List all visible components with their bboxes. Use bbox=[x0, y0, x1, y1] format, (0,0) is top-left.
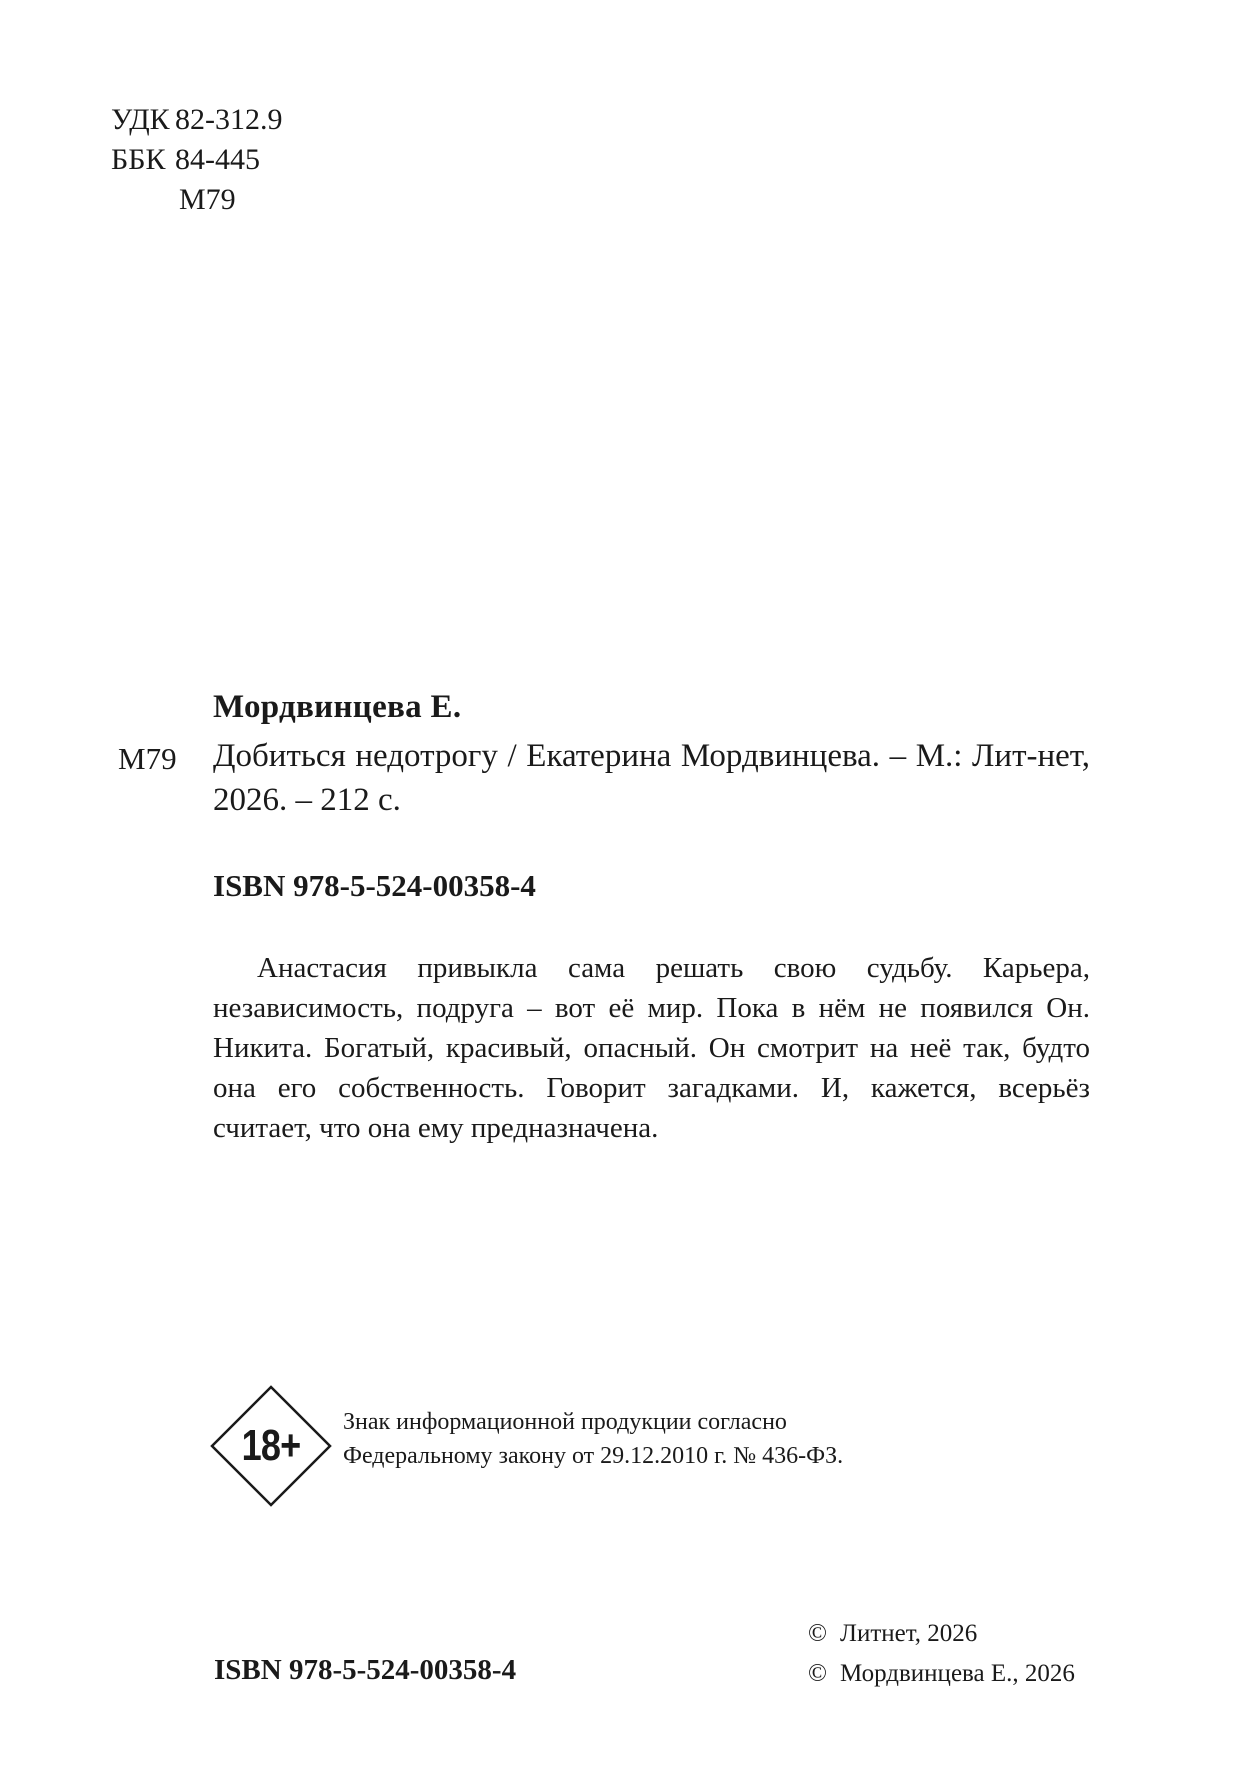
udk-value: 82-312.9 bbox=[175, 103, 283, 136]
isbn-footer: ISBN 978-5-524-00358-4 bbox=[214, 1654, 517, 1686]
bbk-value: 84-445 bbox=[175, 143, 260, 176]
copyright-author: Мордвинцева Е., 2026 bbox=[840, 1660, 1075, 1687]
cutter-code: М79 bbox=[179, 183, 236, 216]
bbk-label: ББК bbox=[111, 143, 166, 176]
copyright-row-publisher bbox=[808, 1614, 1075, 1654]
age-rating-block bbox=[210, 1385, 844, 1507]
bibliographic-record bbox=[118, 686, 1090, 1148]
age-rating-sign bbox=[210, 1385, 332, 1507]
author-name: Мордвинцева Е. bbox=[213, 689, 462, 725]
bbk-row bbox=[111, 140, 283, 180]
isbn-main: ISBN 978-5-524-00358-4 bbox=[213, 868, 536, 903]
copyright-publisher: Литнет, 2026 bbox=[840, 1620, 978, 1647]
udk-label: УДК bbox=[111, 103, 170, 136]
copyright-icon: © bbox=[808, 1660, 827, 1687]
cutter-row bbox=[111, 180, 283, 220]
bibliographic-description: Добиться недотрогу / Екатерина Мордвинцева. – М.: Лит-нет, 2026. – 212 с. bbox=[213, 738, 1090, 818]
age-rating-note-line-2: Федеральному закону от 29.12.2010 г. № 436-ФЗ. bbox=[343, 1443, 844, 1469]
copyright-icon: © bbox=[808, 1620, 827, 1647]
copyright-row-author bbox=[808, 1654, 1075, 1694]
age-rating-label: 18+ bbox=[241, 1421, 301, 1470]
record-cutter-code: М79 bbox=[118, 741, 177, 776]
udk-row bbox=[111, 100, 283, 140]
classification-block bbox=[111, 100, 283, 220]
age-rating-note bbox=[343, 1405, 1043, 1473]
annotation: Анастасия привыкла сама решать свою судьбу. Карьера, независимость, подруга – вот её мир. Пока в нём не появился Он. Никита. Богатый, красивый, опасный. Он смотрит на неё так, будто она его собственность. Говорит загадками. И, кажется, всерьёз считает, что она ему предназначена. bbox=[213, 952, 1090, 1144]
age-rating-note-line-1: Знак информационной продукции согласно bbox=[343, 1409, 787, 1435]
copyright-block bbox=[808, 1614, 1075, 1694]
